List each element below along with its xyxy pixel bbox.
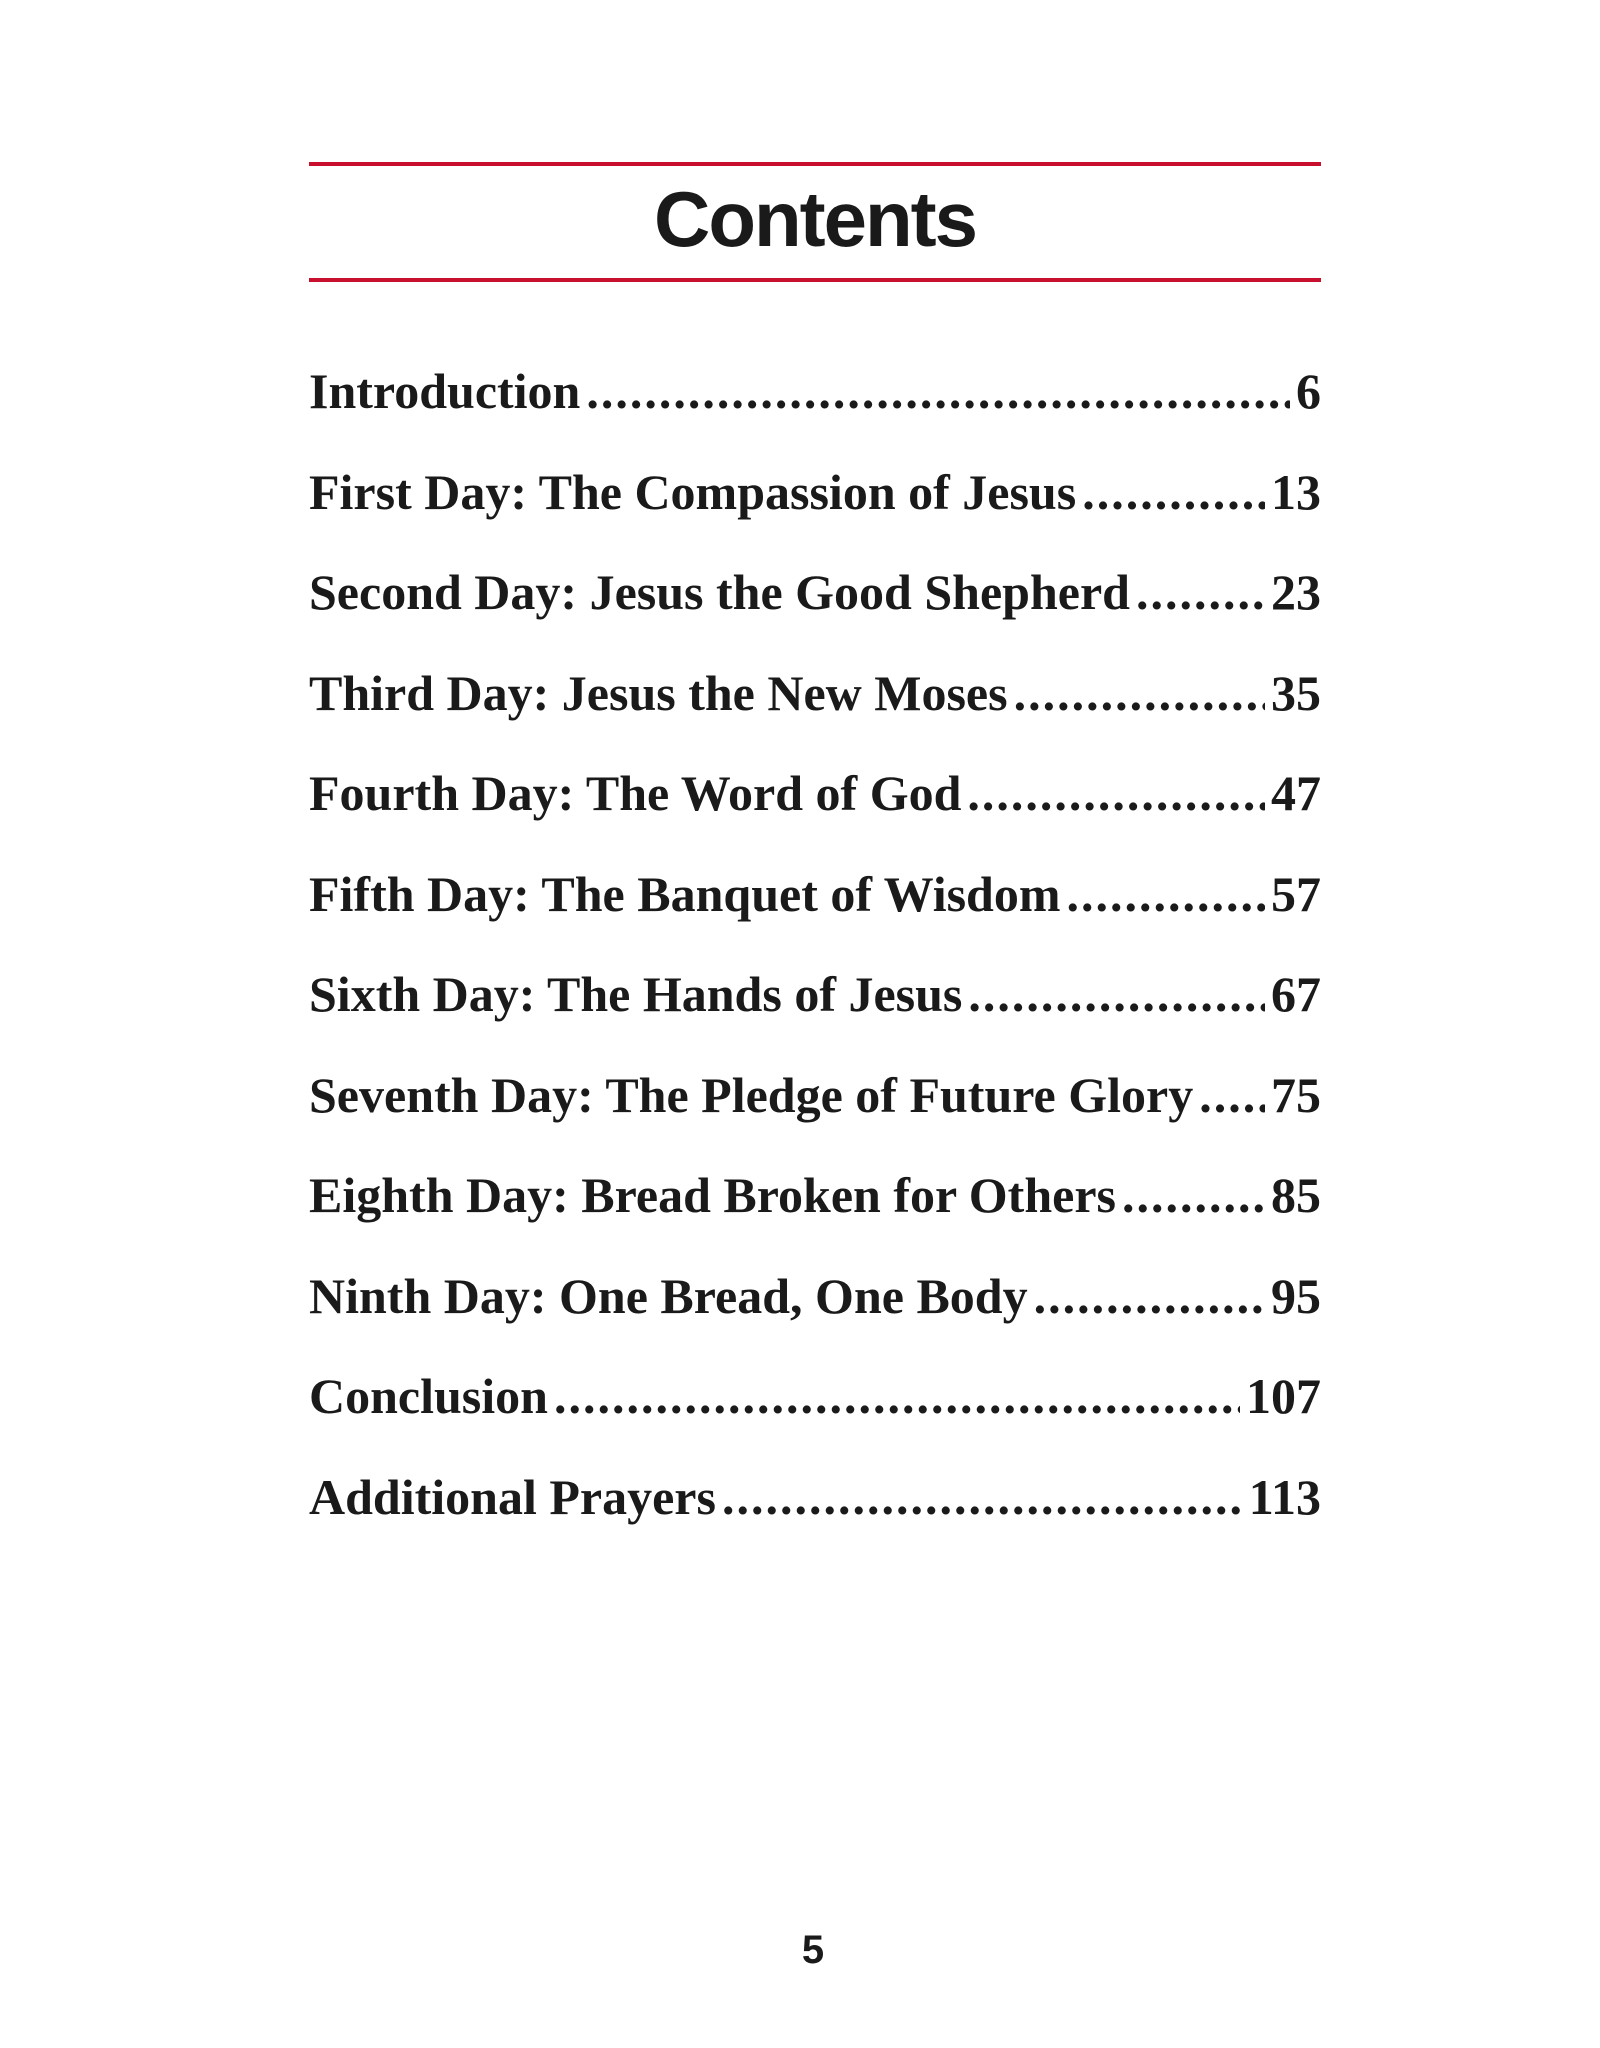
toc-entry-page: 95 [1271,1267,1321,1324]
toc-entry-page: 85 [1271,1167,1321,1223]
toc-entry[interactable] [309,865,1321,966]
toc-entry-title: Seventh Day: The Pledge of Future Glory [309,1066,1194,1123]
toc-entry[interactable] [309,1166,1321,1267]
toc-entry-title: Introduction [309,363,581,419]
toc-entry-title: Ninth Day: One Bread, One Body [309,1267,1028,1324]
dot-leader [1122,1166,1265,1224]
dot-leader [1014,664,1265,722]
toc-entry-page: 23 [1271,564,1321,620]
dot-leader [968,965,1265,1023]
toc-entry-page: 57 [1271,865,1321,922]
dot-leader [1199,1066,1265,1124]
toc-entry-page: 13 [1271,463,1321,520]
contents-heading [309,162,1321,282]
toc-entry[interactable] [309,1267,1321,1368]
toc-entry[interactable] [309,1468,1321,1569]
toc-entry[interactable] [309,463,1321,564]
toc-entry-page: 6 [1296,363,1321,419]
toc-entry-title: Conclusion [309,1368,548,1424]
dot-leader [722,1468,1243,1526]
toc-entry-page: 67 [1271,966,1321,1022]
toc-entry-page: 113 [1248,1468,1321,1525]
page-number: 5 [801,1928,825,1972]
dot-leader [1067,865,1265,923]
dot-leader [586,362,1290,420]
dot-leader [1034,1267,1265,1325]
toc-entry[interactable] [309,764,1321,865]
toc-entry-title: Fourth Day: The Word of God [309,765,962,821]
dot-leader [554,1367,1240,1425]
toc-entry-title: Additional Prayers [309,1468,716,1525]
page-title: Contents [654,175,976,263]
toc-entry-title: Fifth Day: The Banquet of Wisdom [309,865,1061,922]
toc-entry-title: Third Day: Jesus the New Moses [309,664,1008,721]
toc-entry-page: 35 [1271,664,1321,721]
toc-entry[interactable] [309,965,1321,1066]
dot-leader [1136,563,1265,621]
toc-entry[interactable] [309,362,1321,463]
toc-entry[interactable] [309,563,1321,664]
toc-entry[interactable] [309,1066,1321,1167]
table-of-contents [309,362,1321,1568]
toc-entry-page: 75 [1271,1066,1321,1123]
toc-entry-page: 107 [1246,1368,1321,1424]
toc-entry-title: Sixth Day: The Hands of Jesus [309,966,963,1022]
toc-entry[interactable] [309,664,1321,765]
toc-entry-title: First Day: The Compassion of Jesus [309,463,1077,520]
toc-entry-page: 47 [1271,765,1321,821]
dot-leader [1082,463,1265,521]
toc-entry-title: Second Day: Jesus the Good Shepherd [309,564,1130,620]
toc-entry[interactable] [309,1367,1321,1468]
dot-leader [967,764,1265,822]
toc-entry-title: Eighth Day: Bread Broken for Others [309,1167,1116,1223]
